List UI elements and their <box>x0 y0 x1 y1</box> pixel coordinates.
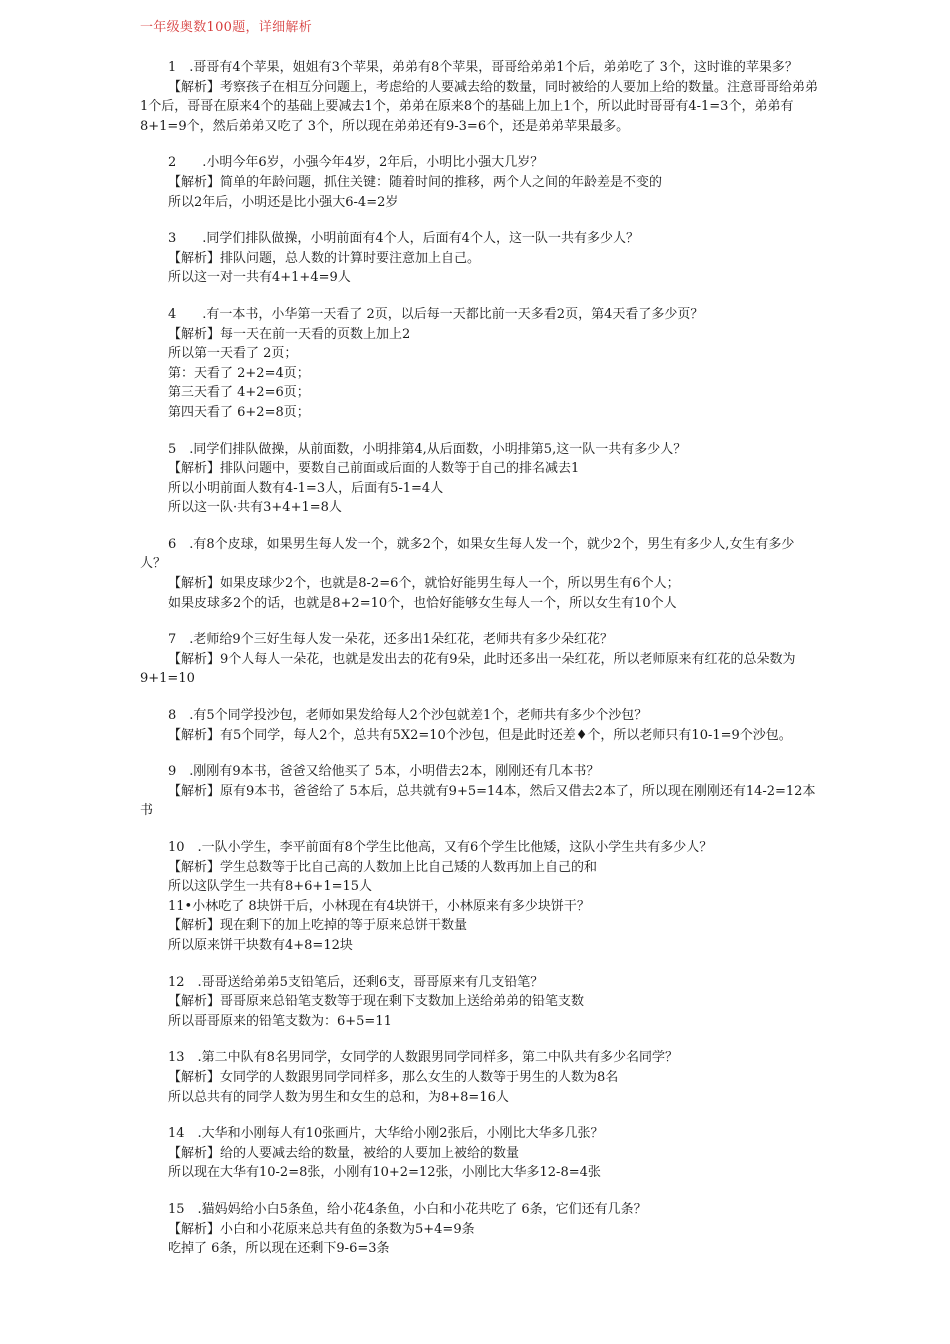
answer-line: 所以现在大华有10-2=8张，小刚有10+2=12张，小刚比大华多12-8=4张 <box>168 1165 601 1181</box>
analysis: 【解析】每一天在前一天看的页数上加上2 <box>168 326 411 342</box>
question: 2 .小明今年6岁，小强今年4岁，2年后，小明比小强大几岁？ <box>168 155 544 171</box>
analysis: 【解析】排队问题，总人数的计算时要注意加上自己。 <box>168 250 481 266</box>
answer-line: 第三天看了 4+2=6页； <box>168 385 310 401</box>
question: 6 .有8个皮球，如果男生每人发一个，就多2个，如果女生每人发一个，就少2个，男生有多少人,女生有多少人？ <box>140 536 795 572</box>
analysis: 【解析】学生总数等于比自己高的人数加上比自己矮的人数再加上自己的和 <box>168 859 598 875</box>
question: 11•小林吃了 8块饼干后，小林现在有4块饼干，小林原来有多少块饼干？ <box>168 898 590 914</box>
problem-list <box>140 58 820 1276</box>
answer-line: 所以原来饼干块数有4+8=12块 <box>168 937 353 953</box>
answer-line: 第：天看了 2+2=4页； <box>168 365 310 381</box>
answer-line: 如果皮球多2个的话，也就是8+2=10个，也恰好能够女生每人一个，所以女生有10个人 <box>168 595 677 611</box>
problem-15 <box>140 1200 820 1259</box>
question: 14 .大华和小刚每人有10张画片，大华给小刚2张后，小刚比大华多几张？ <box>168 1126 604 1142</box>
question: 9 .刚刚有9本书，爸爸又给他买了 5本，小明借去2本，刚刚还有几本书？ <box>168 764 600 780</box>
analysis: 【解析】小白和小花原来总共有鱼的条数为5+4=9条 <box>168 1221 475 1237</box>
question: 8 .有5个同学投沙包，老师如果发给每人2个沙包就差1个，老师共有多少个沙包？ <box>168 708 648 724</box>
analysis: 【解析】给的人要减去给的数量，被给的人要加上被给的数量 <box>168 1145 520 1161</box>
problem-3 <box>140 229 820 288</box>
analysis: 【解析】简单的年龄问题，抓住关键：随着时间的推移，两个人之间的年龄差是不变的 <box>168 174 663 190</box>
answer-line: 第四天看了 6+2=8页； <box>168 404 310 420</box>
problem-7 <box>140 630 820 689</box>
answer-line: 吃掉了 6条，所以现在还剩下9-6=3条 <box>168 1241 390 1257</box>
analysis: 【解析】原有9本书，爸爸给了 5本后，总共就有9+5=14本，然后又借去2本了，所以现在刚刚还有14-2=12本书 <box>140 783 816 819</box>
document-header: 一年级奥数100题，详细解析 <box>140 20 313 35</box>
answer-line: 所以哥哥原来的铅笔支数为：6+5=11 <box>168 1013 392 1029</box>
answer-line: 所以第一天看了 2页； <box>168 346 298 362</box>
question: 15 .猫妈妈给小白5条鱼，给小花4条鱼，小白和小花共吃了 6条，它们还有几条？ <box>168 1201 647 1217</box>
problem-8 <box>140 706 820 745</box>
problem-14 <box>140 1124 820 1183</box>
problem-11 <box>140 897 820 956</box>
problem-13 <box>140 1048 820 1107</box>
analysis: 【解析】如果皮球少2个，也就是8-2=6个，就恰好能男生每人一个，所以男生有6个人； <box>168 576 680 592</box>
problem-10 <box>140 838 820 897</box>
analysis: 【解析】考察孩子在相互分问题上，考虑给的人要减去给的数量，同时被给的人要加上给的数量。注意哥哥给弟弟1个后，哥哥在原来4个的基础上要减去1个，弟弟在原来8个的基础上加上1个，所以此时哥哥有4-1=3个，弟弟有8+1=9个，然后弟弟又吃了 3个，所以现在弟弟还有9-3=6个，还是弟弟苹果最多。 <box>140 79 819 134</box>
answer-line: 所以2年后，小明还是比小强大6-4=2岁 <box>168 194 399 210</box>
answer-line: 所以小明前面人数有4-1=3人，后面有5-1=4人 <box>168 480 444 496</box>
answer-line: 所以这一队·共有3+4+1=8人 <box>168 500 342 516</box>
problem-2 <box>140 153 820 212</box>
question: 5 .同学们排队做操，从前面数，小明排第4,从后面数，小明排第5,这一队一共有多少人？ <box>168 441 687 457</box>
problem-4 <box>140 305 820 423</box>
question: 1 .哥哥有4个苹果，姐姐有3个苹果，弟弟有8个苹果，哥哥给弟弟1个后，弟弟吃了 3个，这时谁的苹果多？ <box>168 60 798 75</box>
question: 3 .同学们排队做操，小明前面有4个人，后面有4个人，这一队一共有多少人？ <box>168 231 639 247</box>
problem-6 <box>140 535 820 613</box>
analysis: 【解析】有5个同学，每人2个，总共有5X2=10个沙包，但是此时还差♦个，所以老师只有10-1=9个沙包。 <box>168 727 792 743</box>
analysis: 【解析】9个人每人一朵花，也就是发出去的花有9朵，此时还多出一朵红花，所以老师原来有红花的总朵数为9+1=10 <box>140 651 796 687</box>
question: 7 .老师给9个三好生每人发一朵花，还多出1朵红花，老师共有多少朵红花？ <box>168 632 613 648</box>
answer-line: 所以这一对一共有4+1+4=9人 <box>168 270 351 286</box>
question: 12 .哥哥送给弟弟5支铅笔后，还剩6支，哥哥原来有几支铅笔？ <box>168 974 544 990</box>
question: 4 .有一本书，小华第一天看了 2页，以后每一天都比前一天多看2页，第4天看了多少页？ <box>168 306 704 322</box>
analysis: 【解析】排队问题中，要数自己前面或后面的人数等于自己的排名减去1 <box>168 461 580 477</box>
answer-line: 所以总共有的同学人数为男生和女生的总和，为8+8=16人 <box>168 1089 509 1105</box>
answer-line: 所以这队学生一共有8+6+1=15人 <box>168 879 373 895</box>
problem-12 <box>140 973 820 1032</box>
analysis: 【解析】女同学的人数跟男同学同样多，那么女生的人数等于男生的人数为8名 <box>168 1069 619 1085</box>
analysis: 【解析】哥哥原来总铅笔支数等于现在剩下支数加上送给弟弟的铅笔支数 <box>168 994 585 1010</box>
analysis: 【解析】现在剩下的加上吃掉的等于原来总饼干数量 <box>168 918 468 934</box>
problem-1 <box>140 58 820 136</box>
problem-5 <box>140 440 820 518</box>
question: 13 .第二中队有8名男同学，女同学的人数跟男同学同样多，第二中队共有多少名同学？ <box>168 1050 678 1066</box>
problem-9 <box>140 762 820 821</box>
question: 10 .一队小学生，李平前面有8个学生比他高，又有6个学生比他矮，这队小学生共有多少人？ <box>168 840 713 855</box>
